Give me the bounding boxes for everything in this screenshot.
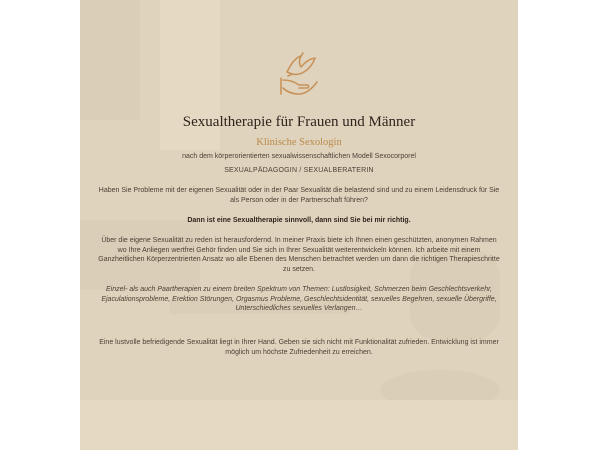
practice-paragraph: Über die eigene Sexualität zu reden ist herausfordernd. In meiner Praxis biete ich Ihnen einen geschützten, anonymen Rahmen wo Ihre Anliegen wertfrei Gehör finden und Sie sich in Ihrer Sexualität weiterentwickeln können. Ich arbeite mit einem Ganzheitlichen Körperzentrierten Ansatz wo alle Ebenen des Menschen betrachtet werden um dann die richtigen Therapieschritte zu setzen. [98, 237, 500, 273]
emphasis-paragraph: Dann ist eine Sexualtherapie sinnvoll, dann sind Sie bei mir richtig. [187, 217, 411, 224]
roles-line: SEXUALPÄDAGOGIN / SEXUALBERATERIN [224, 167, 374, 174]
intro-section [80, 0, 518, 450]
intro-paragraph: Haben Sie Probleme mit der eigenen Sexualität oder in der Paar Sexualität die belastend sind und zu einem Leidensdruck für Sie als Person oder in der Partnerschaft führen? [98, 187, 500, 204]
topics-paragraph: Einzel- als auch Paartherapien zu einem breiten Spektrum von Themen: Lustlosigkeit, Schmerzen beim Geschlechtsverkehr, Ejaculationsprobleme, Erektion Störungen, Orgasmus Probleme, Geschlechtsidentität, sexuelles Begehren, sexuelle Übergriffe, Unterschiedliches sexuelles Verlangen… [101, 286, 497, 313]
dove-hand-icon [279, 50, 321, 100]
page-title: Sexualtherapie für Frauen und Männer [182, 114, 416, 130]
hero-panel [80, 0, 518, 450]
page-subtitle: Klinische Sexologin [256, 137, 342, 148]
method-line: nach dem körperorientierten sexualwissenschaftlichen Modell Sexocorporel [182, 153, 416, 160]
closing-paragraph: Eine lustvolle befriedigende Sexualität liegt in Ihrer Hand. Geben sie sich nicht mit Funktionalität zufrieden. Entwicklung ist immer möglich um höchste Zufriedenheit zu erreichen. [99, 339, 499, 356]
